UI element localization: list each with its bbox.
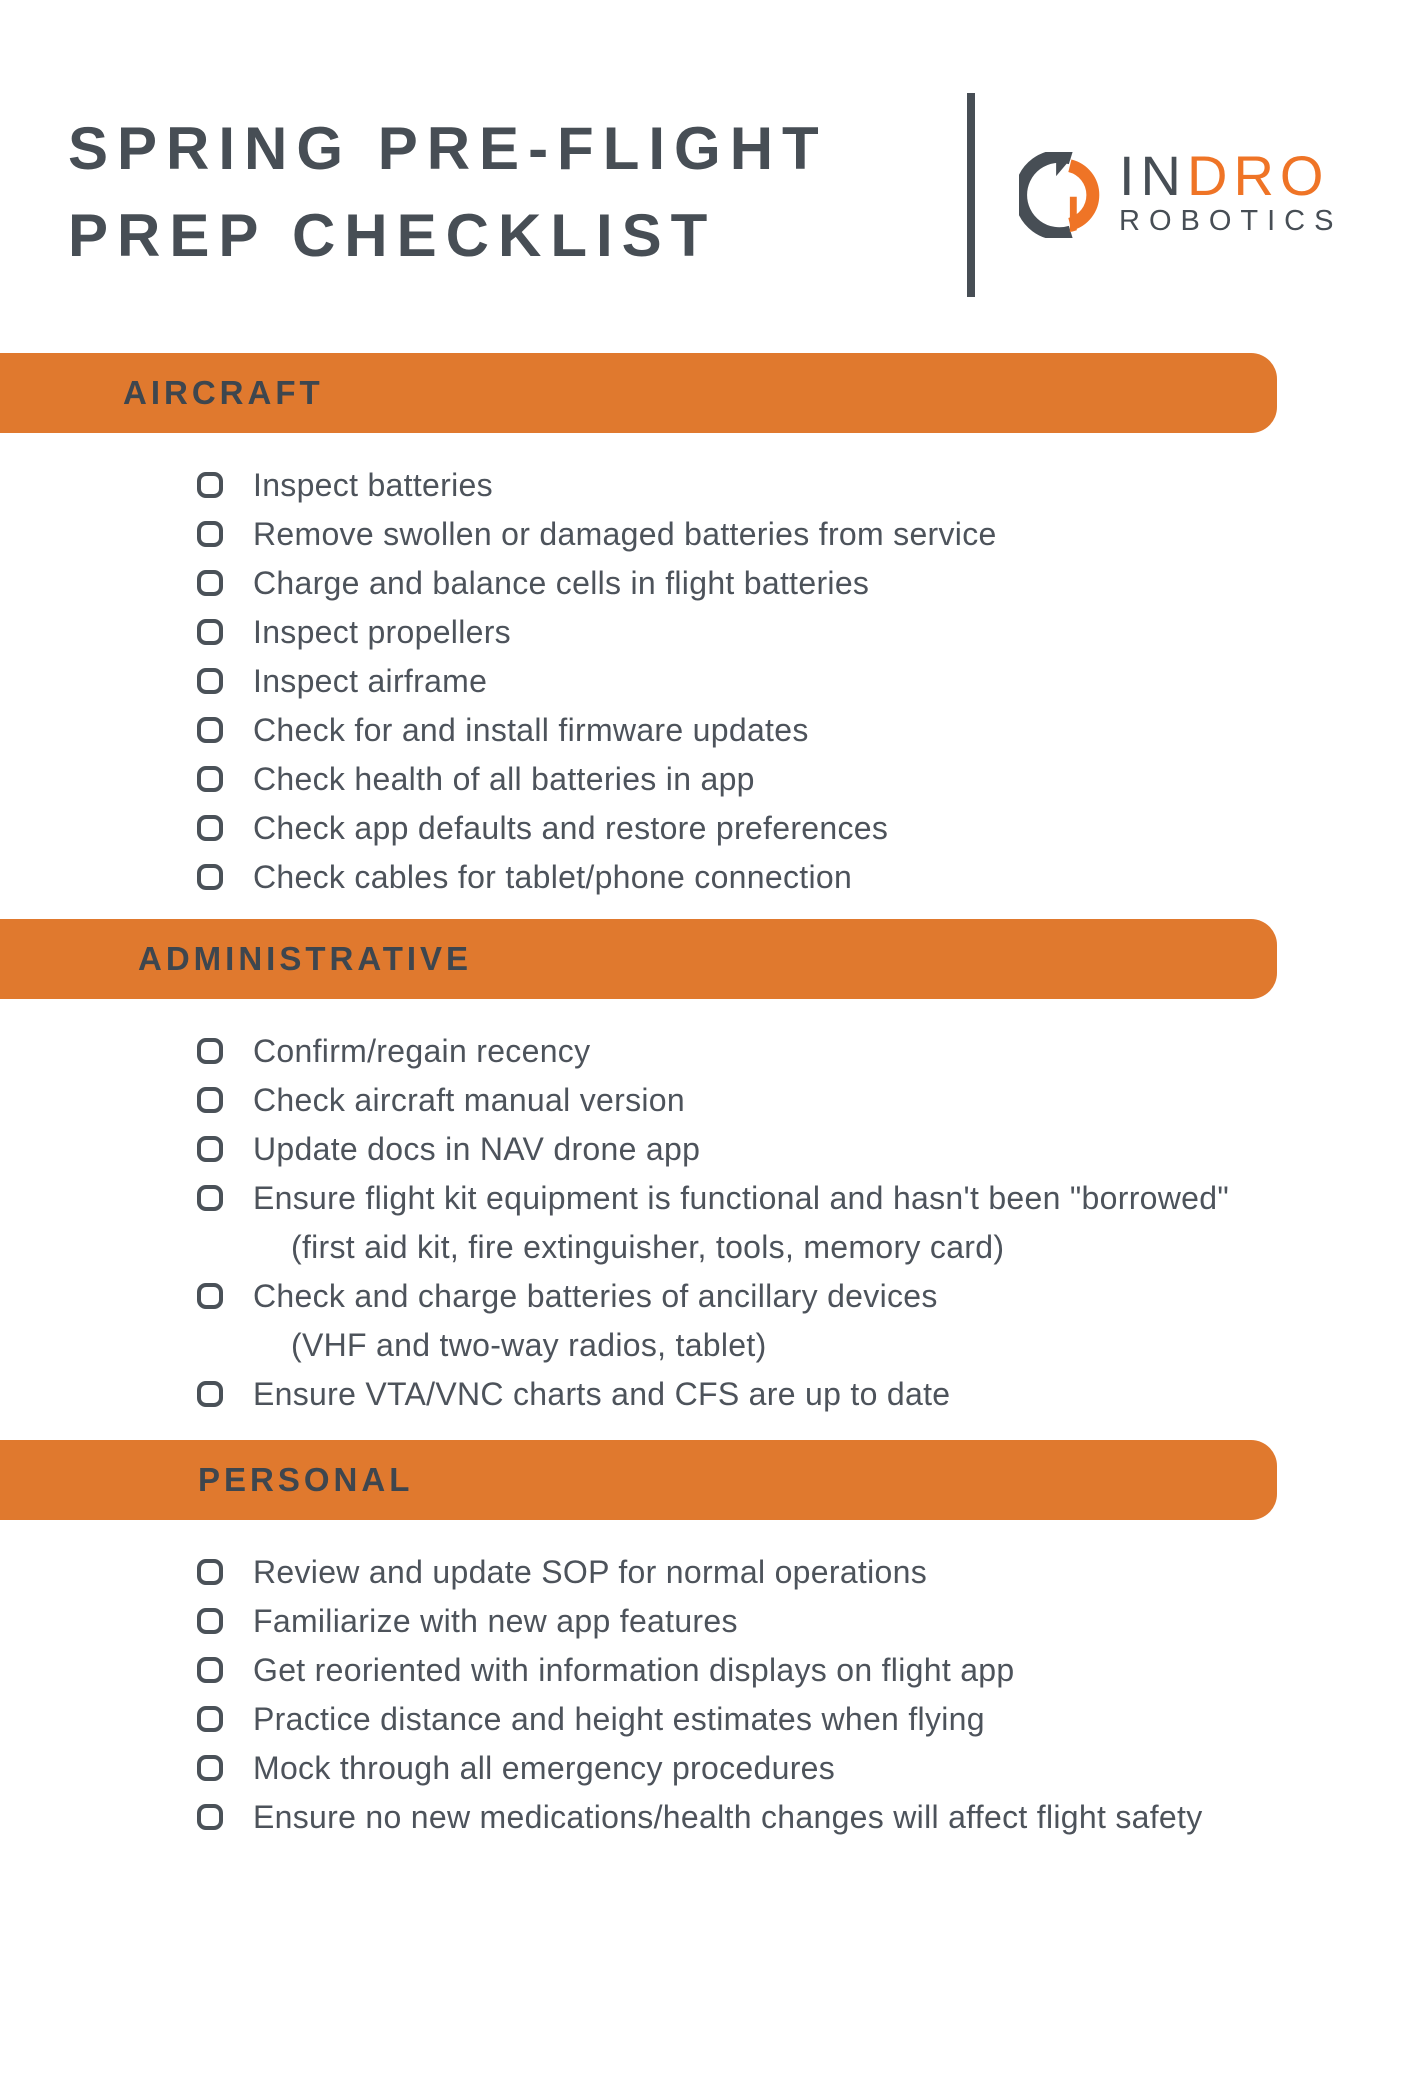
section-title: PERSONAL [198,1461,414,1498]
logo-name [1119,144,1342,207]
page-title [68,93,967,279]
indro-logo-icon [1019,152,1107,238]
logo-name-dro: DRO [1187,144,1330,207]
checklist-item-label: Ensure VTA/VNC charts and CFS are up to date [253,1376,951,1412]
checklist-item-label: Check app defaults and restore preferences [253,810,889,846]
checkbox[interactable] [197,1755,223,1781]
checklist-section [0,353,1414,893]
checklist-item-label: Ensure no new medications/health changes will affect flight safety [253,1799,1203,1835]
checklist-item-label: Check for and install firmware updates [253,712,809,748]
checkbox[interactable] [197,1185,223,1211]
checklist-item-note: (first aid kit, fire extinguisher, tools, memory card) [291,1229,1005,1265]
checklist-item [197,763,1414,795]
checklist-item [197,1378,1414,1410]
checklist-item [197,567,1414,599]
checklist-item-label: Check cables for tablet/phone connection [253,859,853,895]
checklist-item-label: Get reoriented with information displays on flight app [253,1652,1015,1688]
checkbox[interactable] [197,570,223,596]
checkbox[interactable] [197,1381,223,1407]
checklist-item [197,1654,1414,1686]
checklist-item-note: (VHF and two-way radios, tablet) [291,1327,767,1363]
checklist-items [0,1035,1414,1410]
checklist-page [0,93,1414,1833]
section-title: ADMINISTRATIVE [138,940,473,977]
checklist-item-label: Confirm/regain recency [253,1033,591,1069]
checklist-item-label: Check health of all batteries in app [253,761,755,797]
checkbox[interactable] [197,1136,223,1162]
section-banner [0,1440,1277,1520]
checkbox[interactable] [197,619,223,645]
checkbox[interactable] [197,472,223,498]
checklist-sections [0,353,1414,1833]
checklist-item [197,518,1414,550]
checkbox[interactable] [197,521,223,547]
logo-subtitle: ROBOTICS [1119,205,1343,237]
checkbox[interactable] [197,1657,223,1683]
checkbox[interactable] [197,1804,223,1830]
checkbox[interactable] [197,766,223,792]
checklist-item [197,1556,1414,1588]
checklist-item [197,1801,1414,1833]
checklist-item-label: Inspect airframe [253,663,488,699]
checkbox[interactable] [197,717,223,743]
checklist-items [0,1556,1414,1833]
checklist-item-label: Ensure flight kit equipment is functional and hasn't been "borrowed" [253,1180,1230,1216]
checklist-item [197,1035,1414,1067]
checklist-item [197,469,1414,501]
checklist-item-label: Update docs in NAV drone app [253,1131,701,1167]
logo-name-in: IN [1119,144,1187,207]
checklist-item-label: Familiarize with new app features [253,1603,738,1639]
checklist-item [197,1084,1414,1116]
section-banner [0,919,1277,999]
logo-wordmark [1119,144,1343,238]
checklist-item [197,1182,1414,1214]
checklist-items [0,469,1414,893]
checklist-item-label: Inspect propellers [253,614,511,650]
checklist-item [197,1605,1414,1637]
section-title: AIRCRAFT [123,374,324,411]
checkbox[interactable] [197,668,223,694]
checklist-item-label: Review and update SOP for normal operations [253,1554,928,1590]
header-divider [967,93,975,297]
checklist-item [197,861,1414,893]
checkbox[interactable] [197,815,223,841]
checkbox[interactable] [197,1608,223,1634]
checklist-section [0,1440,1414,1833]
checkbox[interactable] [197,1283,223,1309]
checklist-item [197,1752,1414,1784]
checklist-item-label: Remove swollen or damaged batteries from service [253,516,997,552]
checkbox[interactable] [197,864,223,890]
checklist-item-label: Check aircraft manual version [253,1082,685,1118]
section-banner [0,353,1277,433]
checkbox[interactable] [197,1559,223,1585]
checklist-section [0,919,1414,1410]
indro-robotics-logo [1019,93,1342,238]
checkbox[interactable] [197,1038,223,1064]
checklist-item [197,1703,1414,1735]
page-title-line1: SPRING PRE-FLIGHT [68,115,828,182]
checklist-item-label: Mock through all emergency procedures [253,1750,836,1786]
checklist-item [197,1133,1414,1165]
checklist-item [197,812,1414,844]
checklist-item-label: Inspect batteries [253,467,493,503]
header [68,93,1414,297]
checklist-item-label: Charge and balance cells in flight batteries [253,565,870,601]
checklist-item [197,616,1414,648]
checklist-item [197,1280,1414,1312]
page-title-line2: PREP CHECKLIST [68,202,717,269]
checklist-item-label: Check and charge batteries of ancillary devices [253,1278,938,1314]
checklist-item [197,714,1414,746]
checklist-item-label: Practice distance and height estimates when flying [253,1701,985,1737]
checkbox[interactable] [197,1706,223,1732]
checklist-item [197,665,1414,697]
checkbox[interactable] [197,1087,223,1113]
